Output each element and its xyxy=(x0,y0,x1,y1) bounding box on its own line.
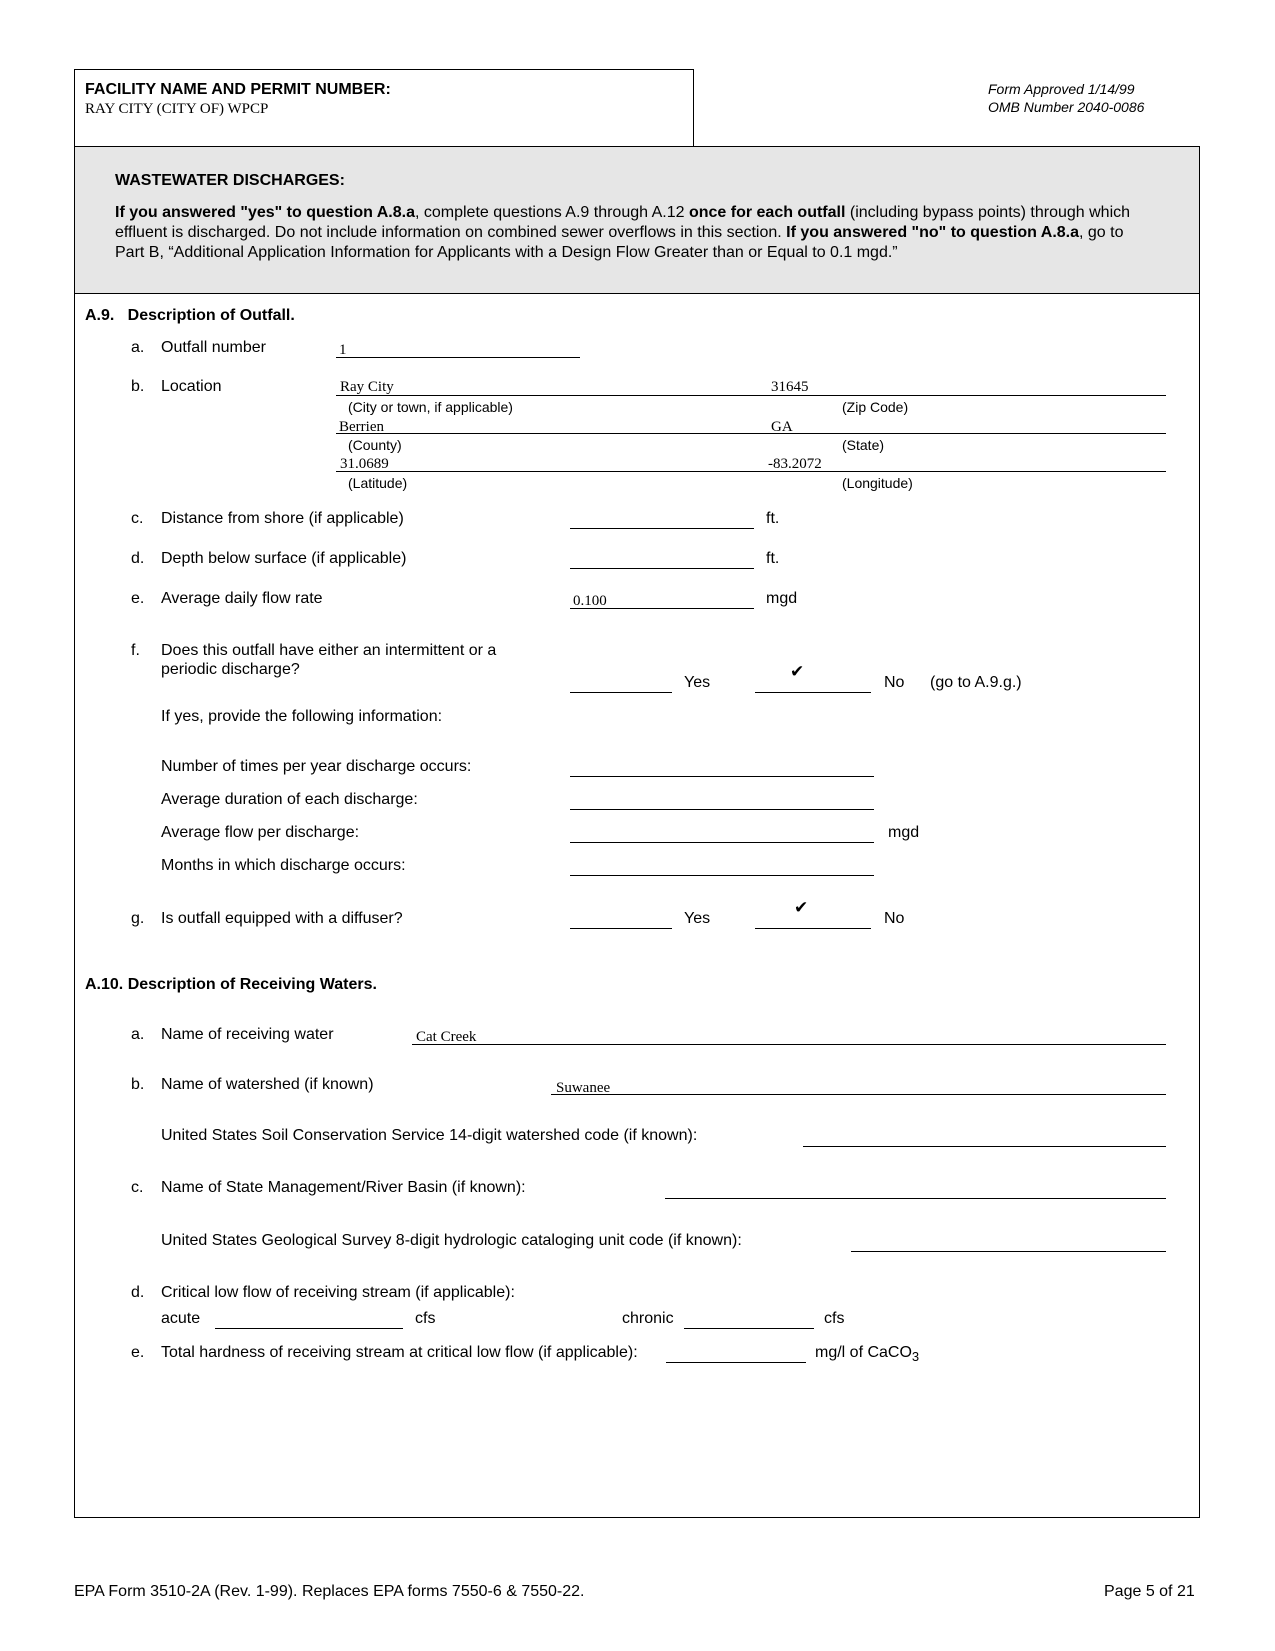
chronic-line[interactable] xyxy=(684,1328,814,1329)
county-state-line[interactable] xyxy=(336,433,1166,434)
critical-low-flow-label: Critical low flow of receiving stream (if applicable): xyxy=(161,1284,515,1301)
wastewater-instructions: If you answered "yes" to question A.8.a, complete questions A.9 through A.12 once for each outfall (including bypass points) through which effluent is discharged. Do not include information on combined sewer overflows in this section. If you answered "no" to question A.8.a, go to Part B, “Additional Application Information for Applicants with a Design Flow Greater than or Equal to 0.1 mgd.” xyxy=(115,204,1131,261)
intermittent-yes-label: Yes xyxy=(684,674,711,691)
county-caption: (County) xyxy=(348,437,402,453)
footer-form-id: EPA Form 3510-2A (Rev. 1-99). Replaces EPA forms 7550-6 & 7550-22. xyxy=(74,1583,585,1600)
intermittent-no-check-icon: ✔ xyxy=(790,662,805,681)
usgs-code-label: United States Geological Survey 8-digit hydrologic cataloging unit code (if known): xyxy=(161,1232,742,1249)
a9-heading: A.9. Description of Outfall. xyxy=(85,307,295,324)
avg-flow-unit: mgd xyxy=(888,824,920,841)
chronic-label: chronic xyxy=(622,1310,674,1327)
receiving-water-value: Cat Creek xyxy=(416,1029,477,1045)
avg-flow-per-discharge-label: Average flow per discharge: xyxy=(161,824,360,841)
river-basin-label: Name of State Management/River Basin (if known): xyxy=(161,1179,526,1196)
wastewater-title: WASTEWATER DISCHARGES: xyxy=(115,172,345,189)
diffuser-no-line[interactable] xyxy=(755,928,871,929)
longitude-caption: (Longitude) xyxy=(842,475,913,491)
omb-number: OMB Number 2040-0086 xyxy=(988,99,1145,115)
avg-flow-per-discharge-line[interactable] xyxy=(570,842,874,843)
a10-b-letter: b. xyxy=(131,1076,145,1093)
avg-duration-label: Average duration of each discharge: xyxy=(161,791,418,808)
goto-a9g-label: (go to A.9.g.) xyxy=(930,674,1022,691)
avg-daily-flow-line[interactable] xyxy=(570,608,754,609)
outfall-number-label: Outfall number xyxy=(161,339,266,356)
distance-unit: ft. xyxy=(766,510,780,527)
months-line[interactable] xyxy=(570,875,874,876)
city-caption: (City or town, if applicable) xyxy=(348,399,513,415)
diffuser-no-check-icon: ✔ xyxy=(794,898,809,917)
latitude-caption: (Latitude) xyxy=(348,475,408,491)
avg-daily-flow-label: Average daily flow rate xyxy=(161,590,323,607)
receiving-water-line[interactable] xyxy=(412,1044,1166,1045)
state-caption: (State) xyxy=(842,437,885,453)
watershed-label: Name of watershed (if known) xyxy=(161,1076,374,1093)
chronic-unit: cfs xyxy=(824,1310,845,1327)
scs-code-line[interactable] xyxy=(803,1146,1166,1147)
a10-a-letter: a. xyxy=(131,1026,145,1043)
intermittent-yes-line[interactable] xyxy=(570,692,672,693)
depth-below-surface-line[interactable] xyxy=(570,568,754,569)
a9-f-letter: f. xyxy=(131,642,140,659)
scs-code-label: United States Soil Conservation Service 14-digit watershed code (if known): xyxy=(161,1127,698,1144)
a10-e-letter: e. xyxy=(131,1344,145,1361)
total-hardness-label: Total hardness of receiving stream at critical low flow (if applicable): xyxy=(161,1344,638,1361)
form-approved: Form Approved 1/14/99 xyxy=(988,81,1135,97)
avg-daily-flow-unit: mgd xyxy=(766,590,798,607)
location-label: Location xyxy=(161,378,222,395)
a9-c-letter: c. xyxy=(131,510,144,527)
depth-unit: ft. xyxy=(766,550,780,567)
acute-unit: cfs xyxy=(415,1310,436,1327)
acute-line[interactable] xyxy=(215,1328,403,1329)
watershed-value: Suwanee xyxy=(556,1080,611,1096)
river-basin-line[interactable] xyxy=(665,1198,1166,1199)
months-label: Months in which discharge occurs: xyxy=(161,857,406,874)
a10-c-letter: c. xyxy=(131,1179,144,1196)
zip-value: 31645 xyxy=(771,379,809,395)
intermittent-no-line[interactable] xyxy=(755,692,871,693)
avg-daily-flow-value: 0.100 xyxy=(573,593,607,609)
outfall-number-line[interactable] xyxy=(336,357,580,358)
acute-label: acute xyxy=(161,1310,201,1327)
city-value: Ray City xyxy=(340,379,394,395)
zip-caption: (Zip Code) xyxy=(842,399,909,415)
footer-page-number: Page 5 of 21 xyxy=(1104,1583,1195,1600)
facility-label: FACILITY NAME AND PERMIT NUMBER: xyxy=(85,81,391,98)
diffuser-yes-line[interactable] xyxy=(570,928,672,929)
intermittent-label-1: Does this outfall have either an intermittent or a xyxy=(161,642,497,659)
outfall-number-value: 1 xyxy=(339,342,347,358)
a9-e-letter: e. xyxy=(131,590,145,607)
longitude-value: -83.2072 xyxy=(768,456,822,472)
diffuser-label: Is outfall equipped with a diffuser? xyxy=(161,910,403,927)
receiving-water-label: Name of receiving water xyxy=(161,1026,334,1043)
facility-value: RAY CITY (CITY OF) WPCP xyxy=(85,101,269,117)
latitude-value: 31.0689 xyxy=(340,456,389,472)
a9-a-letter: a. xyxy=(131,339,145,356)
intermittent-no-label: No xyxy=(884,674,905,691)
avg-duration-line[interactable] xyxy=(570,809,874,810)
county-value: Berrien xyxy=(339,419,384,435)
a9-g-letter: g. xyxy=(131,910,145,927)
diffuser-yes-label: Yes xyxy=(684,910,711,927)
state-value: GA xyxy=(771,419,793,435)
a10-heading: A.10. Description of Receiving Waters. xyxy=(85,976,377,993)
distance-from-shore-label: Distance from shore (if applicable) xyxy=(161,510,404,527)
lat-lon-line[interactable] xyxy=(336,471,1166,472)
distance-from-shore-line[interactable] xyxy=(570,528,754,529)
if-yes-label: If yes, provide the following information: xyxy=(161,708,443,725)
intermittent-label-2: periodic discharge? xyxy=(161,661,300,678)
a9-d-letter: d. xyxy=(131,550,145,567)
times-per-year-label: Number of times per year discharge occurs: xyxy=(161,758,472,775)
city-zip-line[interactable] xyxy=(336,395,1166,396)
times-per-year-line[interactable] xyxy=(570,776,874,777)
diffuser-no-label: No xyxy=(884,910,905,927)
a10-d-letter: d. xyxy=(131,1284,145,1301)
usgs-code-line[interactable] xyxy=(851,1251,1166,1252)
a9-b-letter: b. xyxy=(131,378,145,395)
depth-below-surface-label: Depth below surface (if applicable) xyxy=(161,550,407,567)
total-hardness-unit: mg/l of CaCO$_3$ xyxy=(815,1344,920,1365)
total-hardness-line[interactable] xyxy=(666,1362,806,1363)
watershed-line[interactable] xyxy=(551,1094,1166,1095)
